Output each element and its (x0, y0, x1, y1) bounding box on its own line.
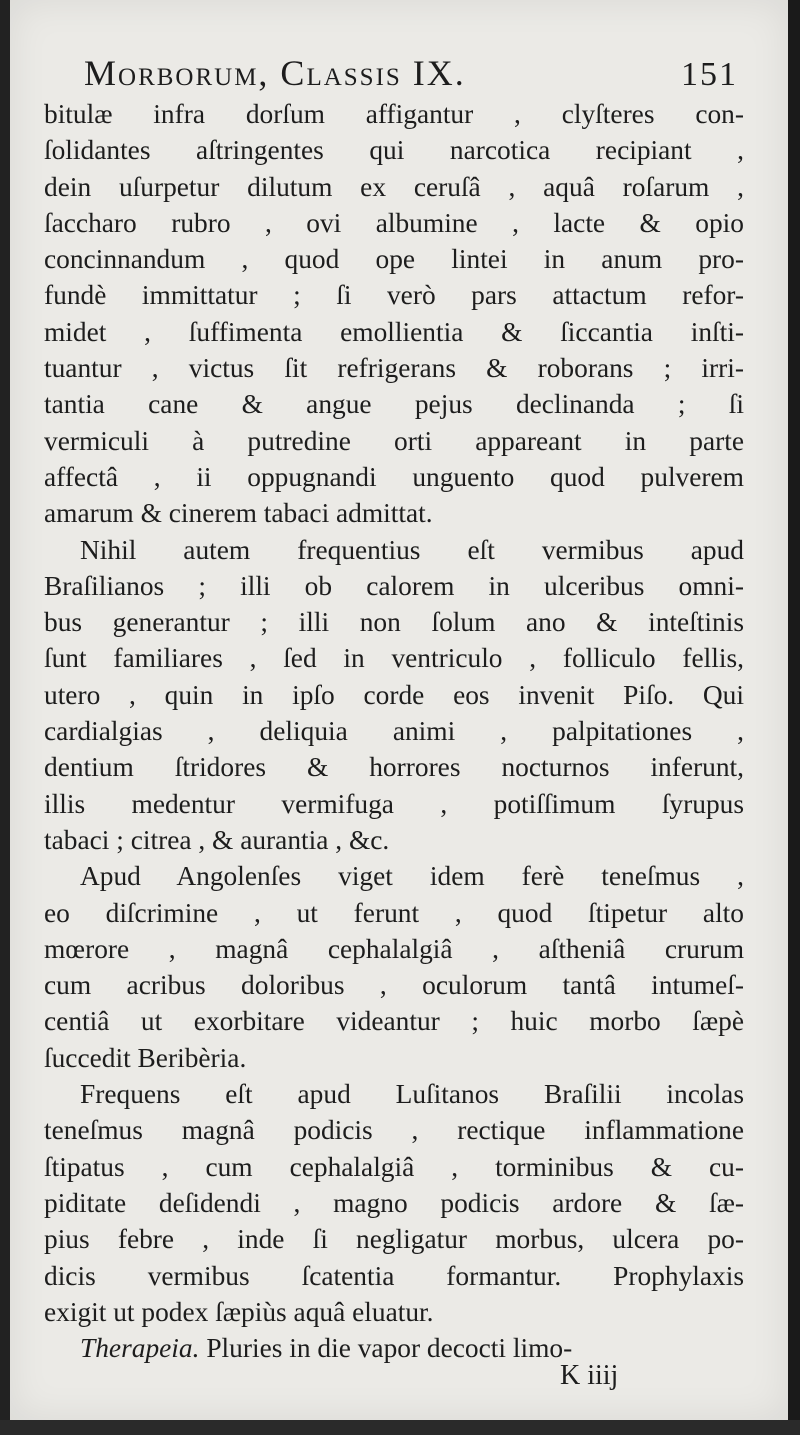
text-line: amarum & cinerem tabaci admittat. (44, 498, 433, 529)
text-line: ſtipatus , cum cephalalgiâ , torminibus & cu- (44, 1151, 744, 1182)
text-line: Braſilianos ; illi ob calorem in ulceribus omni- (44, 570, 744, 601)
page-left-edge (0, 0, 10, 1435)
text-line: ſuccedit Beribèria. (44, 1042, 247, 1073)
text-line: exigit ut podex ſæpiùs aquâ eluatur. (44, 1296, 434, 1327)
paragraph-3 (44, 858, 744, 1076)
page-bottom-edge (0, 1420, 800, 1435)
text-line: cardialgias , deliquia animi , palpitationes , (44, 716, 744, 747)
text-line: Apud Angolenſes viget idem ferè teneſmus , (80, 861, 744, 892)
text-line: dicis vermibus ſcatentia formantur. Prophylaxis (44, 1260, 744, 1291)
text-line (44, 1330, 744, 1366)
text-line: utero , quin in ipſo corde eos invenit Piſo. Qui (44, 679, 744, 710)
text-line: mœrore , magnâ cephalalgiâ , aſtheniâ crurum (44, 933, 744, 964)
text-line: bitulæ infra dorſum affigantur , clyſteres con- (44, 99, 744, 129)
signature-mark: K iiij (560, 1360, 619, 1391)
text-line: midet , ſuffimenta emollientia & ſiccantia inſti- (44, 316, 744, 347)
text-line: pius febre , inde ſi negligatur morbus, ulcera po- (44, 1224, 744, 1255)
text-line: concinnandum , quod ope lintei in anum pro- (44, 244, 744, 275)
therapeia-label: Therapeia. (80, 1333, 200, 1364)
text-line: piditate deſidendi , magno podicis ardore & ſæ- (44, 1187, 744, 1218)
paragraph-5 (44, 1330, 744, 1366)
text-line: tuantur , victus ſit refrigerans & roborans ; irri- (44, 353, 744, 384)
text-line: Nihil autem frequentius eſt vermibus apud (80, 534, 744, 565)
paragraph-4 (44, 1076, 744, 1330)
text-line: ſunt familiares , ſed in ventriculo , folliculo fellis, (44, 643, 744, 674)
page-header (44, 52, 744, 94)
paragraph-2 (44, 532, 744, 859)
text-line: Frequens eſt apud Luſitanos Braſilii incolas (80, 1079, 744, 1110)
text-line: tabaci ; citrea , & aurantia , &c. (44, 824, 390, 855)
running-title: Morborum, Classis IX. (84, 53, 466, 93)
page-text (44, 52, 744, 1366)
text-line: ſolidantes aſtringentes qui narcotica recipiant , (44, 135, 744, 166)
text-line: dein uſurpetur dilutum ex ceruſâ , aquâ roſarum , (44, 171, 744, 202)
text-line: tantia cane & angue pejus declinanda ; ſi (44, 389, 744, 420)
text-line: affectâ , ii oppugnandi unguento quod pulverem (44, 461, 744, 492)
text-line: illis medentur vermifuga , potiſſimum ſyrupus (44, 788, 744, 819)
text-line: fundè immittatur ; ſi verò pars attactum refor- (44, 280, 744, 311)
text-line: dentium ſtridores & horrores nocturnos inferunt, (44, 752, 744, 783)
page-number: 151 (681, 56, 738, 93)
text-line: teneſmus magnâ podicis , rectique inflammatione (44, 1115, 744, 1146)
text-line: eo diſcrimine , ut ferunt , quod ſtipetur alto (44, 897, 744, 928)
text-line: cum acribus doloribus , oculorum tantâ intumeſ- (44, 970, 744, 1001)
text-line: ſaccharo rubro , ovi albumine , lacte & opio (44, 207, 744, 238)
text-line: bus generantur ; illi non ſolum ano & inteſtinis (44, 607, 744, 638)
text-line: vermiculi à putredine orti appareant in parte (44, 425, 744, 456)
text-line: centiâ ut exorbitare videantur ; huic morbo ſæpè (44, 1006, 744, 1037)
paragraph-1 (44, 96, 744, 532)
therapeia-text: Pluries in die vapor decocti limo- (206, 1333, 573, 1364)
